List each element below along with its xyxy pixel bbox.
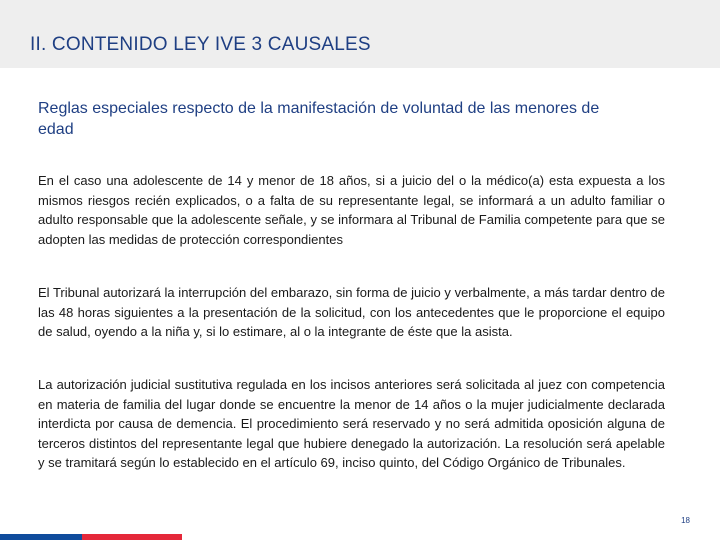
header-bar bbox=[0, 0, 720, 68]
paragraph-1: En el caso una adolescente de 14 y menor de 18 años, si a juicio del o la médico(a) esta expuesta a los mismos riesgos recién explicados, o a falta de su representante legal, se informará a un adulto familiar o adulto responsable que la adolescente señale, y se informara al Tribunal de Familia competente para que se adopten las medidas de protección correspondientes bbox=[38, 173, 665, 247]
flag-stripe-red bbox=[82, 534, 182, 540]
section-subtitle: Reglas especiales respecto de la manifestación de voluntad de las menores de edad bbox=[38, 100, 600, 138]
paragraph-2: El Tribunal autorizará la interrupción del embarazo, sin forma de juicio y verbalmente, a más tardar dentro de las 48 horas siguientes a la presentación de la solicitud, con los antecedentes que le proporcione el equipo de salud, oyendo a la niña y, si lo estimare, al o la integrante de éste que la asista. bbox=[38, 285, 665, 339]
page-number: 18 bbox=[681, 516, 690, 525]
flag-stripe-blue bbox=[0, 534, 82, 540]
page-title: II. CONTENIDO LEY IVE 3 CAUSALES bbox=[30, 34, 371, 55]
paragraph-3: La autorización judicial sustitutiva regulada en los incisos anteriores será solicitada al juez con competencia en materia de familia del lugar donde se encuentre la menor de 14 años o la mujer judicialmente declarada interdicta por causa de demencia. El procedimiento será reservado y no será admitida oposición alguna de terceros distintos del representante legal que hubiere denegado la autorización. La resolución será apelable y se tramitará según lo establecido en el artículo 69, inciso quinto, del Código Orgánico de Tribunales. bbox=[38, 377, 665, 470]
